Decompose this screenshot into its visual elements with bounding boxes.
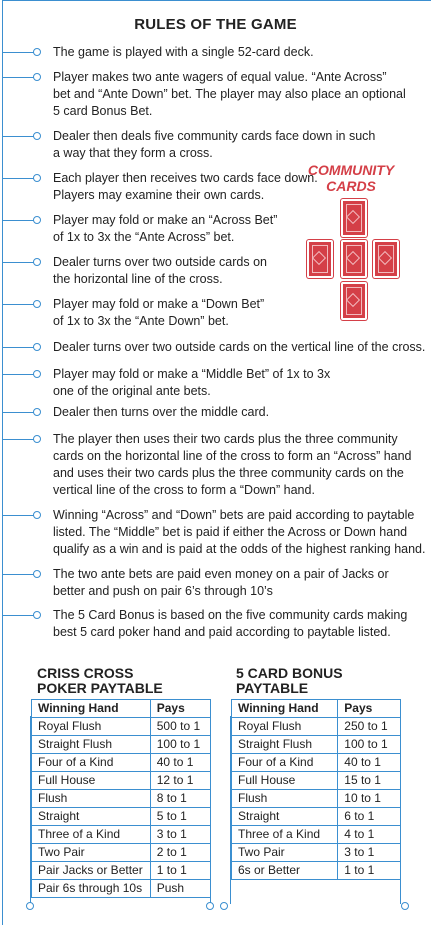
- paytable-title-line: 5 CARD BONUS: [236, 665, 343, 681]
- paytable-pays-cell: 40 to 1: [338, 754, 401, 772]
- crisscross-paytable-title: [37, 666, 163, 696]
- paytable-hand-cell: Full House: [32, 772, 151, 790]
- connector-ring-icon: [26, 902, 34, 910]
- paytable-row: [232, 754, 401, 772]
- card-back-icon: [341, 240, 367, 278]
- rule-text-line: Each player then receives two cards face down.: [53, 171, 318, 185]
- rule-bullet-icon: [33, 132, 41, 140]
- paytable-title-line: CRISS CROSS: [37, 665, 134, 681]
- paytable-pays-cell: 500 to 1: [150, 718, 210, 736]
- paytable-pays-cell: 12 to 1: [150, 772, 210, 790]
- rule-connector-line: [3, 374, 34, 375]
- bonus-paytable: [231, 699, 401, 880]
- rules-title: RULES OF THE GAME: [134, 16, 297, 33]
- rule-bullet-icon: [33, 300, 41, 308]
- rule-text-line: 5 card Bonus Bet.: [53, 104, 153, 118]
- rule-text-line: vertical line of the cross to form a “Down” hand.: [53, 483, 315, 497]
- rule-text-line: Dealer then deals five community cards face down in such: [53, 129, 376, 143]
- rule-text-line: the horizontal line of the cross.: [53, 272, 223, 286]
- paytable-pays-cell: 8 to 1: [150, 790, 210, 808]
- community-cards-label: [305, 162, 397, 194]
- rule-text-line: Player may fold or make a “Middle Bet” of 1x to 3x: [53, 367, 331, 381]
- paytable-pays-cell: 15 to 1: [338, 772, 401, 790]
- rule-connector-line: [3, 52, 34, 53]
- paytable-pays-cell: 100 to 1: [150, 736, 210, 754]
- paytable-pays-cell: 6 to 1: [338, 808, 401, 826]
- rule-text: [53, 128, 427, 162]
- paytable-row: [232, 718, 401, 736]
- rule-connector-line: [3, 77, 34, 78]
- rule-text: [53, 44, 427, 61]
- rule-connector-line: [3, 574, 34, 575]
- rule-text: [53, 366, 427, 400]
- rule-text: [53, 254, 427, 288]
- paytable-title-line: PAYTABLE: [236, 680, 309, 696]
- paytable-pays-cell: Push: [150, 880, 210, 898]
- rule-text: [53, 607, 427, 641]
- paytable-row: [32, 880, 211, 898]
- paytable-row: [232, 808, 401, 826]
- rule-text-line: best 5 card poker hand and paid according to paytable listed.: [53, 625, 391, 639]
- paytable-title-line: POKER PAYTABLE: [37, 680, 163, 696]
- rule-bullet-icon: [33, 611, 41, 619]
- rule-text-line: The player then uses their two cards plus the three community: [53, 432, 398, 446]
- paytable-row: [32, 754, 211, 772]
- rule-text: [53, 339, 427, 356]
- paytable-hand-cell: Four of a Kind: [232, 754, 338, 772]
- paytable-header-cell: Pays: [150, 700, 210, 718]
- rule-text-line: and uses their two cards plus the three community cards on the: [53, 466, 404, 480]
- community-label-line: COMMUNITY: [307, 162, 395, 178]
- paytable-hand-cell: Pair 6s through 10s: [32, 880, 151, 898]
- paytable-hand-cell: 6s or Better: [232, 862, 338, 880]
- connector-ring-icon: [220, 902, 228, 910]
- rule-connector-line: [3, 515, 34, 516]
- paytable-hand-cell: Flush: [32, 790, 151, 808]
- paytable-hand-cell: Royal Flush: [32, 718, 151, 736]
- rule-bullet-icon: [33, 570, 41, 578]
- paytable-row: [232, 862, 401, 880]
- rule-connector-line: [3, 304, 34, 305]
- rule-bullet-icon: [33, 216, 41, 224]
- paytable-row: [32, 772, 211, 790]
- rule-bullet-icon: [33, 370, 41, 378]
- rule-bullet-icon: [33, 343, 41, 351]
- card-back-icon: [307, 240, 333, 278]
- rule-bullet-icon: [33, 435, 41, 443]
- community-label-line: CARDS: [326, 178, 376, 194]
- rule-bullet-icon: [33, 258, 41, 266]
- paytable-pays-cell: 100 to 1: [338, 736, 401, 754]
- rule-text-line: qualify as a win and is paid at the odds of the highest ranking hand.: [53, 542, 426, 556]
- paytable-hand-cell: Royal Flush: [232, 718, 338, 736]
- bonus-paytable-title: [236, 666, 343, 696]
- paytable-hand-cell: Straight: [32, 808, 151, 826]
- rule-text-line: better and push on pair 6’s through 10’s: [53, 584, 273, 598]
- rule-text-line: of 1x to 3x the “Ante Across” bet.: [53, 230, 235, 244]
- rule-text-line: bet and “Ante Down” bet. The player may also place an optional: [53, 87, 406, 101]
- rule-text-line: Winning “Across” and “Down” bets are paid according to paytable: [53, 508, 415, 522]
- paytable-pays-cell: 5 to 1: [150, 808, 210, 826]
- rule-text-line: The 5 Card Bonus is based on the five community cards making: [53, 608, 408, 622]
- paytable-pays-cell: 3 to 1: [150, 826, 210, 844]
- connector-ring-icon: [206, 902, 214, 910]
- rule-text: [53, 296, 427, 330]
- paytable-row: [32, 862, 211, 880]
- frame-left-line: [2, 0, 3, 925]
- paytable-hand-cell: Straight Flush: [32, 736, 151, 754]
- paytable-connector-line: [210, 716, 211, 904]
- rule-text-line: Dealer turns over two outside cards on the vertical line of the cross.: [53, 340, 426, 354]
- paytable-row: [32, 808, 211, 826]
- rule-connector-line: [3, 615, 34, 616]
- paytable-pays-cell: 2 to 1: [150, 844, 210, 862]
- paytable-pays-cell: 40 to 1: [150, 754, 210, 772]
- paytable-row: [232, 790, 401, 808]
- frame-top-line: [2, 0, 431, 1]
- rule-text-line: Player may fold or make a “Down Bet”: [53, 297, 265, 311]
- paytable-pays-cell: 1 to 1: [150, 862, 210, 880]
- rule-text-line: Player makes two ante wagers of equal value. “Ante Across”: [53, 70, 387, 84]
- paytable-header-cell: Winning Hand: [32, 700, 151, 718]
- paytable-connector-line: [30, 716, 31, 904]
- rule-text: [53, 507, 427, 558]
- paytable-pays-cell: 250 to 1: [338, 718, 401, 736]
- crisscross-paytable: [31, 699, 211, 898]
- paytable-hand-cell: Three of a Kind: [232, 826, 338, 844]
- paytable-header-cell: Winning Hand: [232, 700, 338, 718]
- card-back-icon: [341, 282, 367, 320]
- rule-bullet-icon: [33, 73, 41, 81]
- rule-text-line: one of the original ante bets.: [53, 384, 211, 398]
- rule-connector-line: [3, 412, 34, 413]
- rule-text-line: The game is played with a single 52-card deck.: [53, 45, 314, 59]
- paytable-connector-line: [230, 716, 231, 904]
- paytable-hand-cell: Two Pair: [32, 844, 151, 862]
- paytable-hand-cell: Three of a Kind: [32, 826, 151, 844]
- rule-text: [53, 69, 427, 120]
- rule-bullet-icon: [33, 511, 41, 519]
- connector-ring-icon: [401, 902, 409, 910]
- paytable-row: [32, 826, 211, 844]
- rule-connector-line: [3, 439, 34, 440]
- paytable-hand-cell: Pair Jacks or Better: [32, 862, 151, 880]
- rule-text: [53, 212, 427, 246]
- rule-connector-line: [3, 262, 34, 263]
- paytable-row: [232, 736, 401, 754]
- paytable-hand-cell: Four of a Kind: [32, 754, 151, 772]
- paytable-hand-cell: Two Pair: [232, 844, 338, 862]
- paytable-header-cell: Pays: [338, 700, 401, 718]
- rule-connector-line: [3, 136, 34, 137]
- card-back-icon: [373, 240, 399, 278]
- paytable-hand-cell: Flush: [232, 790, 338, 808]
- paytable-row: [232, 826, 401, 844]
- paytable-header-row: [32, 700, 211, 718]
- paytable-pays-cell: 3 to 1: [338, 844, 401, 862]
- paytable-row: [232, 772, 401, 790]
- rule-bullet-icon: [33, 174, 41, 182]
- rule-text-line: Dealer then turns over the middle card.: [53, 405, 270, 419]
- paytable-row: [32, 844, 211, 862]
- card-back-icon: [341, 199, 367, 237]
- paytable-row: [32, 790, 211, 808]
- paytable-pays-cell: 10 to 1: [338, 790, 401, 808]
- rule-text: [53, 566, 427, 600]
- rule-bullet-icon: [33, 408, 41, 416]
- rule-connector-line: [3, 178, 34, 179]
- rule-text-line: Dealer turns over two outside cards on: [53, 255, 267, 269]
- paytable-hand-cell: Straight Flush: [232, 736, 338, 754]
- rule-text-line: Player may fold or make an “Across Bet”: [53, 213, 278, 227]
- rule-text-line: listed. The “Middle” bet is paid if either the Across or Down hand: [53, 525, 408, 539]
- rule-text-line: Players may examine their own cards.: [53, 188, 265, 202]
- paytable-row: [32, 736, 211, 754]
- paytable-header-row: [232, 700, 401, 718]
- rule-connector-line: [3, 347, 34, 348]
- rule-text-line: a way that they form a cross.: [53, 146, 213, 160]
- paytable-connector-line: [400, 716, 401, 904]
- rule-text-line: of 1x to 3x the “Ante Down” bet.: [53, 314, 229, 328]
- rule-connector-line: [3, 220, 34, 221]
- rule-text: [53, 431, 427, 499]
- rule-text-line: The two ante bets are paid even money on a pair of Jacks or: [53, 567, 389, 581]
- paytable-pays-cell: 1 to 1: [338, 862, 401, 880]
- rule-text: [53, 404, 427, 421]
- paytable-pays-cell: 4 to 1: [338, 826, 401, 844]
- rule-text-line: cards on the horizontal line of the cross to form an “Across” hand: [53, 449, 412, 463]
- paytable-row: [32, 718, 211, 736]
- paytable-hand-cell: Straight: [232, 808, 338, 826]
- paytable-row: [232, 844, 401, 862]
- paytable-hand-cell: Full House: [232, 772, 338, 790]
- rule-bullet-icon: [33, 48, 41, 56]
